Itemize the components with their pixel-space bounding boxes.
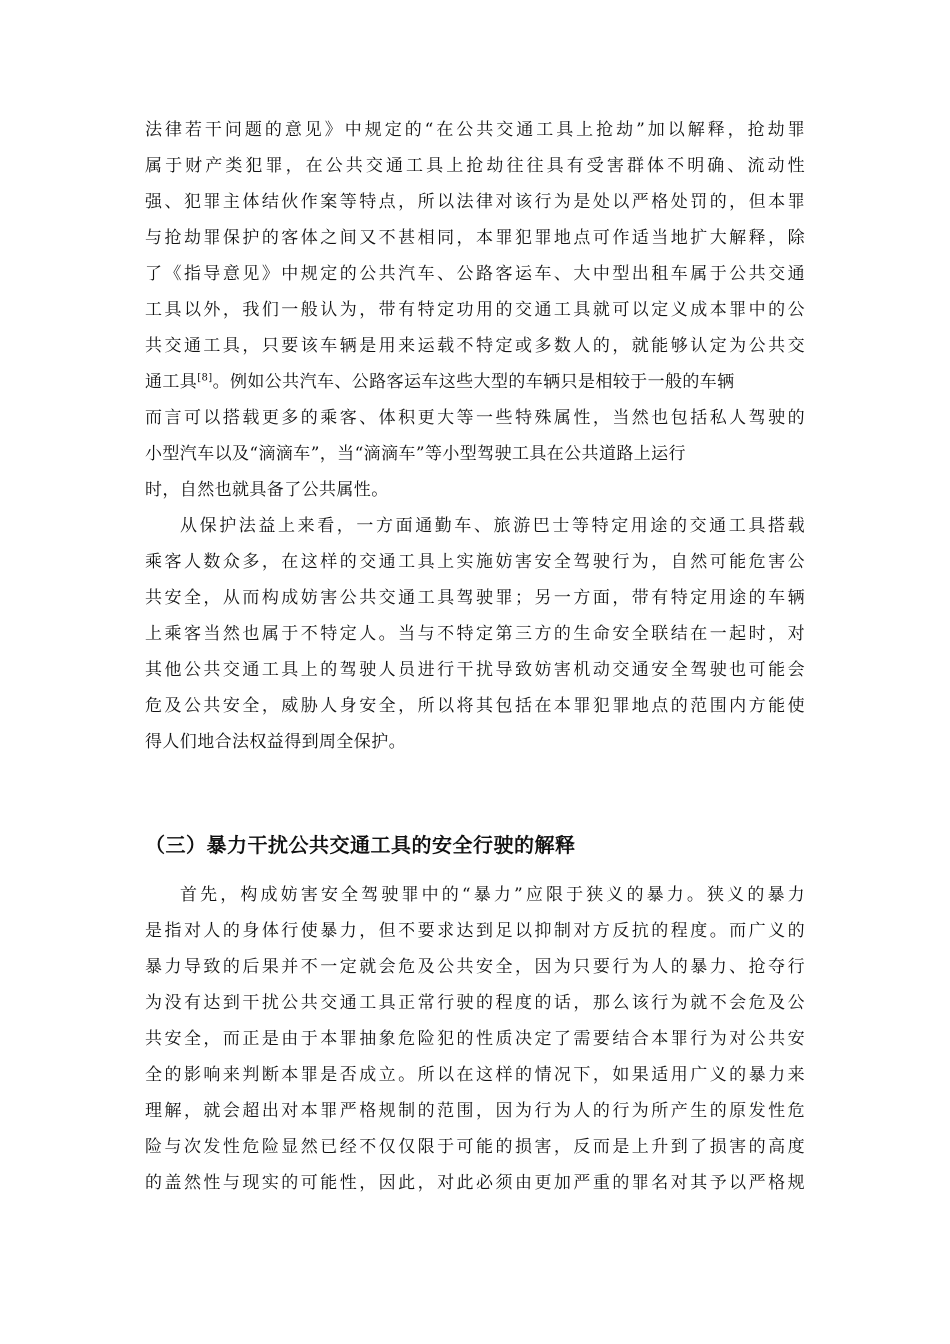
paragraph-1-line-4: 与抢劫罪保护的客体之间又不甚相同，本罪犯罪地点可作适当地扩大解释，除 — [145, 228, 805, 248]
citation-line-start: 通工具 — [145, 372, 198, 392]
section-heading: （三）暴力干扰公共交通工具的安全行驶的解释 — [145, 833, 576, 857]
paragraph-1-line-9: 而言可以搭载更多的乘客、体积更大等一些特殊属性，当然也包括私人驾驶的 — [145, 408, 805, 428]
paragraph-3-line-9: 的盖然性与现实的可能性，因此，对此必须由更加严重的罪名对其予以严格规 — [145, 1173, 805, 1193]
paragraph-1-line-2: 属于财产类犯罪，在公共交通工具上抢劫往往具有受害群体不明确、流动性 — [145, 156, 805, 176]
citation-line-end: 。例如公共汽车、公路客运车这些大型的车辆只是相较于一般的车辆 — [212, 372, 735, 392]
paragraph-1-line-8 — [145, 364, 805, 400]
paragraph-3-line-3: 暴力导致的后果并不一定就会危及公共安全，因为只要行为人的暴力、抢夺行 — [145, 957, 805, 977]
paragraph-1-line-3: 强、犯罪主体结伙作案等特点，所以法律对该行为是处以严格处罚的，但本罪 — [145, 192, 805, 212]
paragraph-2-line-1: 从保护法益上来看，一方面通勤车、旅游巴士等特定用途的交通工具搭载 — [180, 516, 805, 536]
paragraph-1-line-10: 小型汽车以及“滴滴车”，当“滴滴车”等小型驾驶工具在公共道路上运行 — [145, 444, 686, 464]
paragraph-3-line-8: 险与次发性危险显然已经不仅仅限于可能的损害，反而是上升到了损害的高度 — [145, 1137, 805, 1157]
paragraph-1-line-6: 工具以外，我们一般认为，带有特定功用的交通工具就可以定义成本罪中的公 — [145, 300, 805, 320]
paragraph-2-line-6: 危及公共安全，威胁人身安全，所以将其包括在本罪犯罪地点的范围内方能使 — [145, 696, 805, 716]
paragraph-1-line-5: 了《指导意见》中规定的公共汽车、公路客运车、大中型出租车属于公共交通 — [145, 264, 805, 284]
paragraph-2-line-3: 共安全，从而构成妨害公共交通工具驾驶罪；另一方面，带有特定用途的车辆 — [145, 588, 805, 608]
paragraph-2-line-5: 其他公共交通工具上的驾驶人员进行干扰导致妨害机动交通安全驾驶也可能会 — [145, 660, 805, 680]
paragraph-1-line-11: 时，自然也就具备了公共属性。 — [145, 480, 389, 500]
paragraph-3-line-2: 是指对人的身体行使暴力，但不要求达到足以抑制对方反抗的程度。而广义的 — [145, 921, 805, 941]
paragraph-3-line-5: 共安全，而正是由于本罪抽象危险犯的性质决定了需要结合本罪行为对公共安 — [145, 1029, 805, 1049]
paragraph-3-line-7: 理解，就会超出对本罪严格规制的范围，因为行为人的行为所产生的原发性危 — [145, 1101, 805, 1121]
paragraph-2-line-7: 得人们地合法权益得到周全保护。 — [145, 732, 406, 752]
paragraph-2-line-2: 乘客人数众多，在这样的交通工具上实施妨害安全驾驶行为，自然可能危害公 — [145, 552, 805, 572]
paragraph-3-line-4: 为没有达到干扰公共交通工具正常行驶的程度的话，那么该行为就不会危及公 — [145, 993, 805, 1013]
paragraph-3-line-1: 首先，构成妨害安全驾驶罪中的“暴力”应限于狭义的暴力。狭义的暴力 — [180, 885, 805, 905]
paragraph-1-line-7: 共交通工具，只要该车辆是用来运载不特定或多数人的，就能够认定为公共交 — [145, 336, 805, 356]
citation-reference: [8] — [197, 372, 213, 384]
paragraph-1-line-1: 法律若干问题的意见》中规定的“在公共交通工具上抢劫”加以解释，抢劫罪 — [145, 120, 805, 140]
paragraph-2-line-4: 上乘客当然也属于不特定人。当与不特定第三方的生命安全联结在一起时，对 — [145, 624, 805, 644]
paragraph-3-line-6: 全的影响来判断本罪是否成立。所以在这样的情况下，如果适用广义的暴力来 — [145, 1065, 805, 1085]
